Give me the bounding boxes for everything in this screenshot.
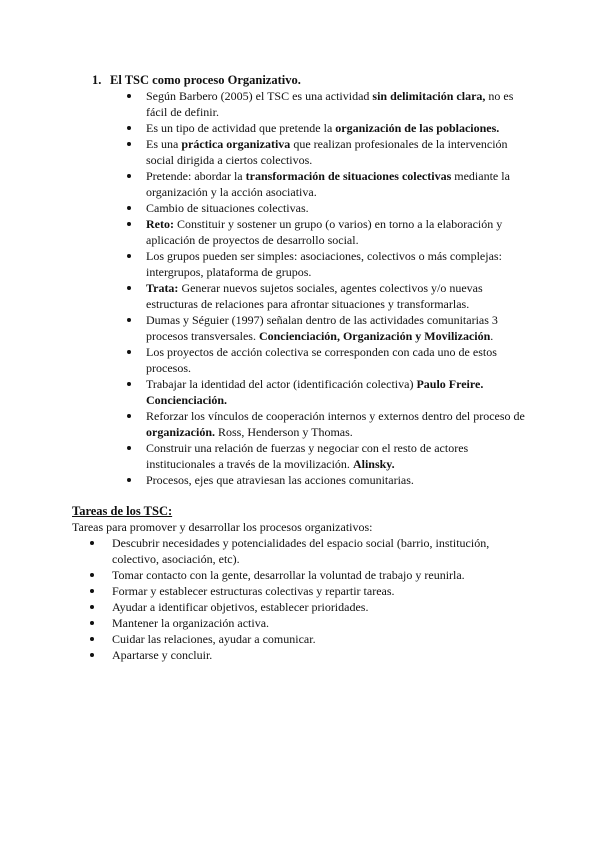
list-item: Cuidar las relaciones, ayudar a comunicar. <box>112 631 532 647</box>
bullet-list <box>92 88 532 488</box>
list-item: Construir una relación de fuerzas y negociar con el resto de actores institucionales a través de la movilización. Alinsky. <box>124 440 532 472</box>
list-item: Dumas y Séguier (1997) señalan dentro de las actividades comunitarias 3 procesos transversales. Concienciación, Organización y Movilización. <box>124 312 532 344</box>
list-item: Procesos, ejes que atraviesan las acciones comunitarias. <box>124 472 532 488</box>
section-title: El TSC como proceso Organizativo. <box>110 73 301 87</box>
bullet-list <box>72 535 532 663</box>
list-item: Descubrir necesidades y potencialidades del espacio social (barrio, institución, colectivo, asociación, etc). <box>112 535 532 567</box>
section-tsc-proceso-organizativo <box>92 72 532 488</box>
list-item: Apartarse y concluir. <box>112 647 532 663</box>
list-item: Trata: Generar nuevos sujetos sociales, agentes colectivos y/o nuevas estructuras de relaciones para afrontar situaciones y transformarlas. <box>124 280 532 312</box>
list-item: Cambio de situaciones colectivas. <box>124 200 532 216</box>
list-item: Reto: Constituir y sostener un grupo (o varios) en torno a la elaboración y aplicación de proyectos de desarrollo social. <box>124 216 532 248</box>
section-number: 1. <box>92 73 102 87</box>
list-item: Formar y establecer estructuras colectivas y repartir tareas. <box>112 583 532 599</box>
section-intro: Tareas para promover y desarrollar los procesos organizativos: <box>72 520 373 534</box>
section-heading: Tareas de los TSC: <box>72 504 173 518</box>
section-tareas-tsc <box>72 503 532 663</box>
list-item: Los grupos pueden ser simples: asociaciones, colectivos o más complejas: intergrupos, plataforma de grupos. <box>124 248 532 280</box>
list-item: Según Barbero (2005) el TSC es una actividad sin delimitación clara, no es fácil de definir. <box>124 88 532 120</box>
list-item: Ayudar a identificar objetivos, establecer prioridades. <box>112 599 532 615</box>
list-item: Reforzar los vínculos de cooperación internos y externos dentro del proceso de organización. Ross, Henderson y Thomas. <box>124 408 532 440</box>
list-item: Tomar contacto con la gente, desarrollar la voluntad de trabajo y reunirla. <box>112 567 532 583</box>
list-item: Es una práctica organizativa que realizan profesionales de la intervención social dirigida a ciertos colectivos. <box>124 136 532 168</box>
list-item: Trabajar la identidad del actor (identificación colectiva) Paulo Freire. Concienciación. <box>124 376 532 408</box>
list-item: Es un tipo de actividad que pretende la organización de las poblaciones. <box>124 120 532 136</box>
list-item: Pretende: abordar la transformación de situaciones colectivas mediante la organización y la acción asociativa. <box>124 168 532 200</box>
list-item: Mantener la organización activa. <box>112 615 532 631</box>
section-heading <box>92 72 532 88</box>
list-item: Los proyectos de acción colectiva se corresponden con cada uno de estos procesos. <box>124 344 532 376</box>
